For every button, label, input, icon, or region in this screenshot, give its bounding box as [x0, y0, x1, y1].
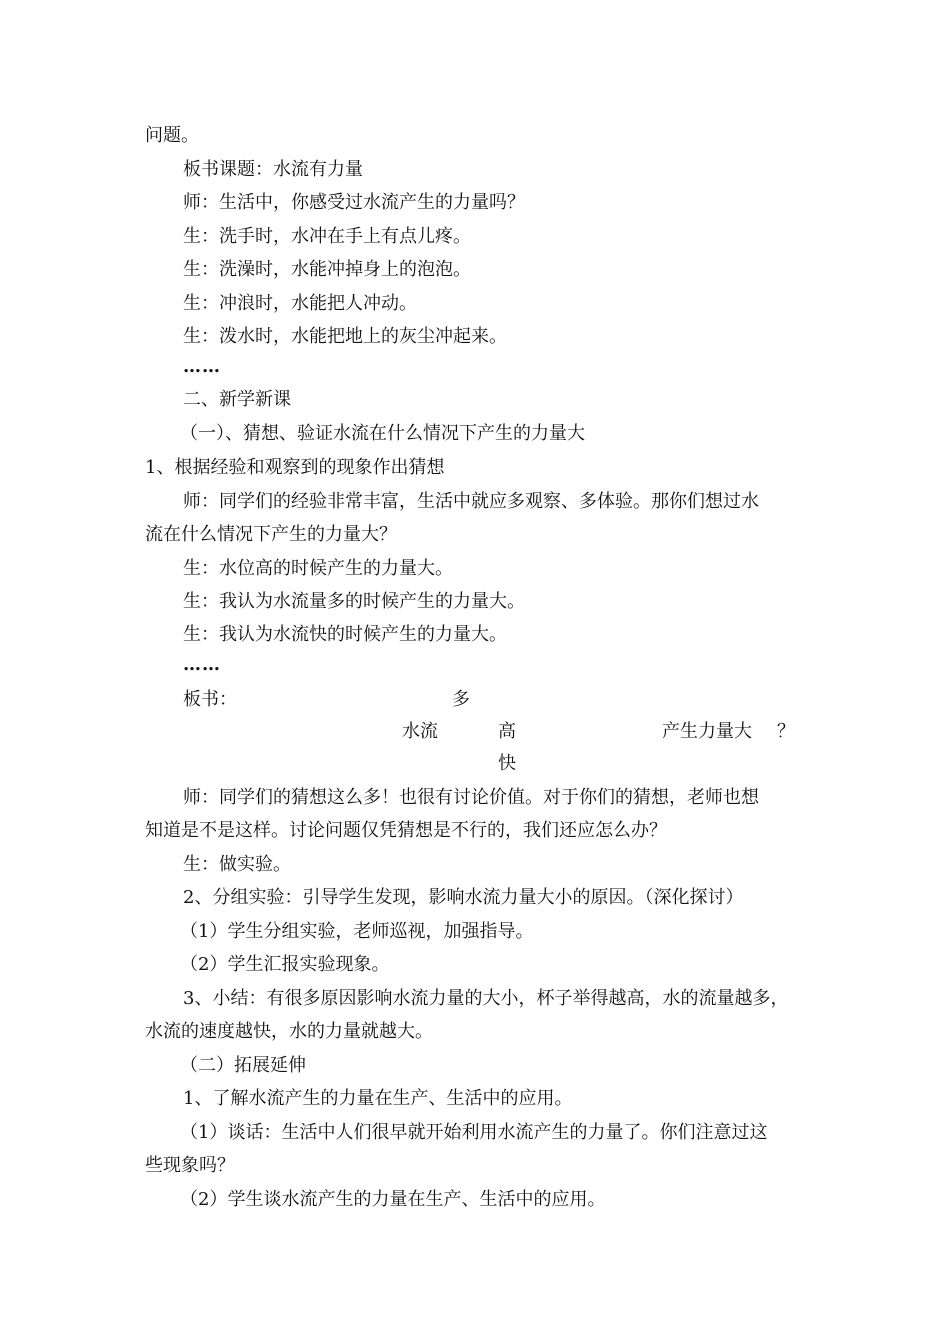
paragraph-line: 流在什么情况下产生的力量大？: [145, 524, 397, 545]
paragraph-line: 师：生活中，你感受过水流产生的力量吗？: [183, 192, 525, 213]
ellipsis-line: ……: [183, 356, 221, 377]
list-item: （2）学生汇报实验现象。: [180, 954, 390, 975]
list-item: （1）学生分组实验，老师巡视，加强指导。: [180, 921, 534, 942]
list-item: （2）学生谈水流产生的力量在生产、生活中的应用。: [180, 1189, 606, 1210]
paragraph-line: 生：洗手时，水冲在手上有点儿疼。: [183, 226, 471, 247]
step-heading: 3、小结：有很多原因影响水流力量的大小，杯子举得越高，水的流量越多，: [183, 988, 789, 1009]
paragraph-line: 师：同学们的猜想这么多！也很有讨论价值。对于你们的猜想，老师也想: [183, 787, 759, 808]
paragraph-line: 生：我认为水流快的时候产生的力量大。: [183, 624, 507, 645]
paragraph-line: 水流的速度越快，水的力量就越大。: [145, 1021, 433, 1042]
paragraph-line: 问题。: [145, 125, 199, 146]
board-label: 板书：: [183, 689, 237, 710]
list-item: （1）谈话：生活中人们很早就开始利用水流产生的力量了。你们注意过这: [180, 1122, 768, 1143]
board-factor-more: 多: [452, 689, 470, 710]
board-question-mark: ？: [777, 721, 795, 742]
paragraph-line: 生：我认为水流量多的时候产生的力量大。: [183, 591, 525, 612]
paragraph-line: 生：冲浪时，水能把人冲动。: [183, 293, 417, 314]
paragraph-line: 些现象吗？: [145, 1155, 235, 1176]
board-factor-high: 高: [498, 721, 516, 742]
paragraph-line: 生：洗澡时，水能冲掉身上的泡泡。: [183, 259, 471, 280]
step-heading: 1、根据经验和观察到的现象作出猜想: [145, 457, 445, 478]
board-factor-fast: 快: [498, 753, 516, 774]
paragraph-line: 生：水位高的时候产生的力量大。: [183, 558, 453, 579]
board-subject: 水流: [402, 721, 438, 742]
paragraph-line: 知道是不是这样。讨论问题仅凭猜想是不行的，我们还应怎么办？: [145, 820, 667, 841]
subsection-heading: （二）拓展延伸: [180, 1055, 306, 1076]
paragraph-line: 板书课题：水流有力量: [183, 159, 363, 180]
board-result: 产生力量大: [662, 721, 752, 742]
subsection-heading: （一）、猜想、验证水流在什么情况下产生的力量大: [180, 423, 585, 444]
paragraph-line: 生：做实验。: [183, 854, 291, 875]
step-heading: 1、了解水流产生的力量在生产、生活中的应用。: [183, 1088, 573, 1109]
section-heading: 二、新学新课: [183, 389, 291, 410]
step-heading: 2、分组实验：引导学生发现，影响水流力量大小的原因。（深化探讨）: [183, 887, 744, 908]
paragraph-line: 师：同学们的经验非常丰富，生活中就应多观察、多体验。那你们想过水: [183, 491, 759, 512]
ellipsis-line: ……: [183, 654, 221, 675]
paragraph-line: 生：泼水时，水能把地上的灰尘冲起来。: [183, 326, 507, 347]
